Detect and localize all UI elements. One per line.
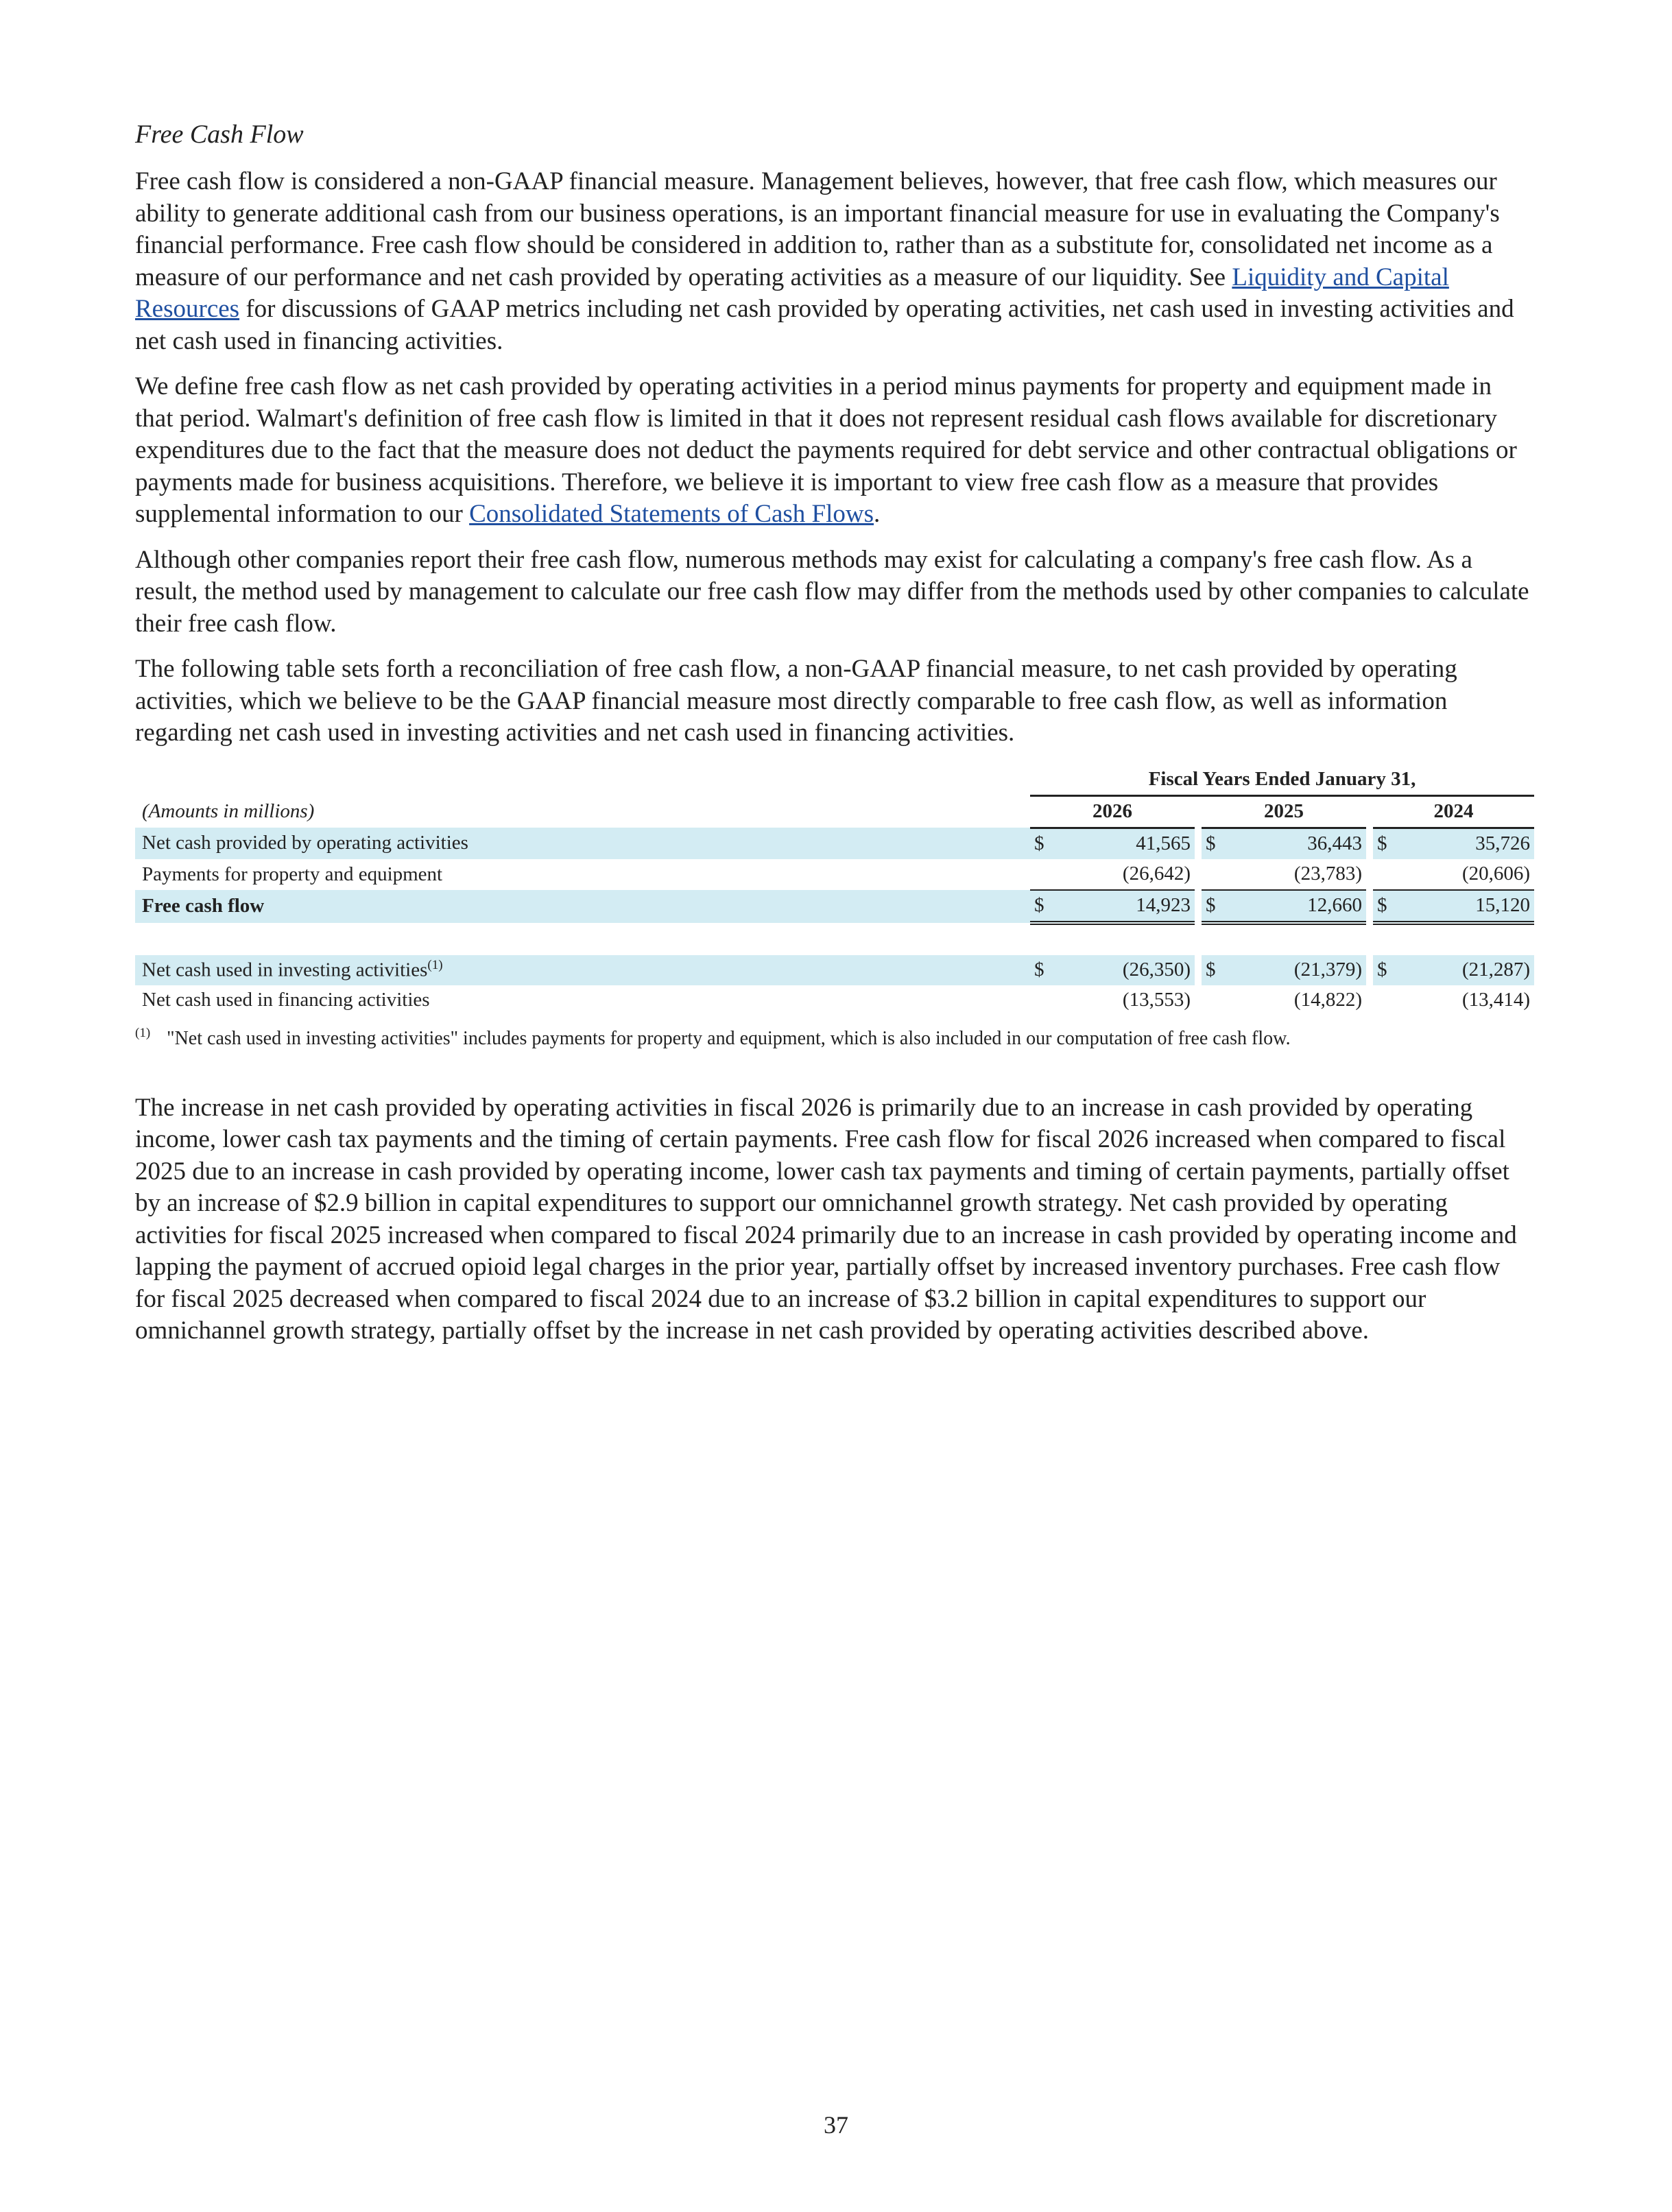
table-row xyxy=(135,828,1534,859)
table-cell: 36,443 xyxy=(1229,828,1366,859)
paragraph-text: Free cash flow is considered a non-GAAP financial measure. Management believes, however, that free cash flow, which measures our ability to generate additional cash from our business operations, is an important financial measure for use in evaluating the Company's financial performance. Free cash flow should be considered in addition to, rather than as a substitute for, consolidated net income as a measure of our performance and net cash provided by operating activities as a measure of our liquidity. See xyxy=(135,167,1500,291)
table-row xyxy=(135,955,1534,985)
paragraph-table-intro: The following table sets forth a reconciliation of free cash flow, a non-GAAP financial measure, to net cash provided by operating activities, which we believe to be the GAAP financial measure most directly comparable to free cash flow, as well as information regarding net cash used in investing activities and net cash used in financing activities. xyxy=(135,655,1457,747)
table-cell: (14,822) xyxy=(1293,989,1362,1011)
footnote-marker: (1) xyxy=(135,1025,151,1040)
paragraph-text: . xyxy=(874,500,881,528)
row-label: Net cash used in financing activities xyxy=(142,989,430,1011)
year-header: 2026 xyxy=(1030,795,1195,828)
row-label: Net cash provided by operating activities xyxy=(135,828,1030,859)
table-cell: (26,642) xyxy=(1122,863,1191,885)
row-label: Payments for property and equipment xyxy=(142,863,443,885)
table-cell: 12,660 xyxy=(1229,890,1366,923)
table-cell: (26,350) xyxy=(1058,955,1195,985)
table-cell: 14,923 xyxy=(1058,890,1195,923)
paragraph-other-companies: Although other companies report their free cash flow, numerous methods may exist for calculating a company's free cash flow. As a result, the method used by management to calculate our free cash flow may differ from the methods used by other companies to calculate their free cash flow. xyxy=(135,545,1529,638)
table-footnote xyxy=(135,1026,1534,1051)
table-cell: (13,553) xyxy=(1122,989,1191,1011)
table-cell: (21,379) xyxy=(1229,955,1366,985)
period-header: Fiscal Years Ended January 31, xyxy=(1030,765,1534,796)
currency-symbol: $ xyxy=(1202,828,1229,859)
paragraph-analysis: The increase in net cash provided by operating activities in fiscal 2026 is primarily due to an increase in cash provided by operating income, lower cash tax payments and the timing of certain payments. Free cash flow for fiscal 2026 increased when compared to fiscal 2025 due to an increase in cash provided by operating income, lower cash tax payments and timing of certain payments, partially offset by an increase of $2.9 billion in capital expenditures to support our omnichannel growth strategy. Net cash provided by operating activities for fiscal 2025 increased when compared to fiscal 2024 primarily due to an increase in cash provided by operating income and lapping the payment of accrued opioid legal charges in the prior year, partially offset by increased inventory purchases. Free cash flow for fiscal 2025 decreased when compared to fiscal 2024 due to an increase of $3.2 billion in capital expenditures to support our omnichannel growth strategy, partially offset by the increase in net cash provided by operating activities described above. xyxy=(135,1093,1517,1345)
liquidity-capital-resources-link[interactable]: Liquidity and Capital Resources xyxy=(135,263,1449,323)
table-cell: 41,565 xyxy=(1058,828,1195,859)
footnote-reference: (1) xyxy=(427,958,443,973)
table-spacer-row xyxy=(135,923,1534,955)
table-cell: (20,606) xyxy=(1461,863,1531,885)
table-cell: 35,726 xyxy=(1400,828,1534,859)
paragraph-walmart-definition xyxy=(135,371,1534,531)
currency-symbol: $ xyxy=(1030,890,1058,923)
currency-symbol: $ xyxy=(1030,828,1058,859)
row-label: Free cash flow xyxy=(135,890,1030,923)
table-cell: 15,120 xyxy=(1400,890,1534,923)
currency-symbol: $ xyxy=(1373,955,1400,985)
currency-symbol: $ xyxy=(1202,890,1229,923)
page-number: 37 xyxy=(824,2111,848,2139)
row-label xyxy=(135,955,1030,985)
paragraph-definition xyxy=(135,166,1534,357)
table-row xyxy=(135,859,1534,890)
year-header: 2025 xyxy=(1202,795,1366,828)
page-content xyxy=(135,110,1534,1361)
paragraph-text: for discussions of GAAP metrics including net cash provided by operating activities, net cash used in investing activities and net cash used in financing activities. xyxy=(135,295,1514,355)
amounts-note: (Amounts in millions) xyxy=(142,800,315,822)
table-row xyxy=(135,985,1534,1015)
currency-symbol: $ xyxy=(1373,828,1400,859)
footnote-text: "Net cash used in investing activities" includes payments for property and equipment, which is also included in our computation of free cash flow. xyxy=(167,1027,1291,1049)
currency-symbol: $ xyxy=(1202,955,1229,985)
table-cell: (23,783) xyxy=(1293,863,1362,885)
paragraph-text: We define free cash flow as net cash provided by operating activities in a period minus payments for property and equipment made in that period. Walmart's definition of free cash flow is limited in that it does not represent residual cash flows available for discretionary expenditures due to the fact that the measure does not deduct the payments required for debt service and other contractual obligations or payments made for business acquisitions. Therefore, we believe it is important to view free cash flow as a measure that provides supplemental information to our xyxy=(135,372,1517,528)
table-cell: (13,414) xyxy=(1461,989,1531,1011)
year-header: 2024 xyxy=(1373,795,1534,828)
table-cell: (21,287) xyxy=(1400,955,1534,985)
table-year-header-row xyxy=(135,795,1534,828)
section-title: Free Cash Flow xyxy=(135,120,304,149)
consolidated-cash-flows-link[interactable]: Consolidated Statements of Cash Flows xyxy=(469,500,874,528)
currency-symbol: $ xyxy=(1373,890,1400,923)
table-period-header-row xyxy=(135,765,1534,796)
table-row-total xyxy=(135,890,1534,923)
free-cash-flow-table xyxy=(135,765,1534,1015)
currency-symbol: $ xyxy=(1030,955,1058,985)
row-label-text: Net cash used in investing activities xyxy=(142,959,428,981)
